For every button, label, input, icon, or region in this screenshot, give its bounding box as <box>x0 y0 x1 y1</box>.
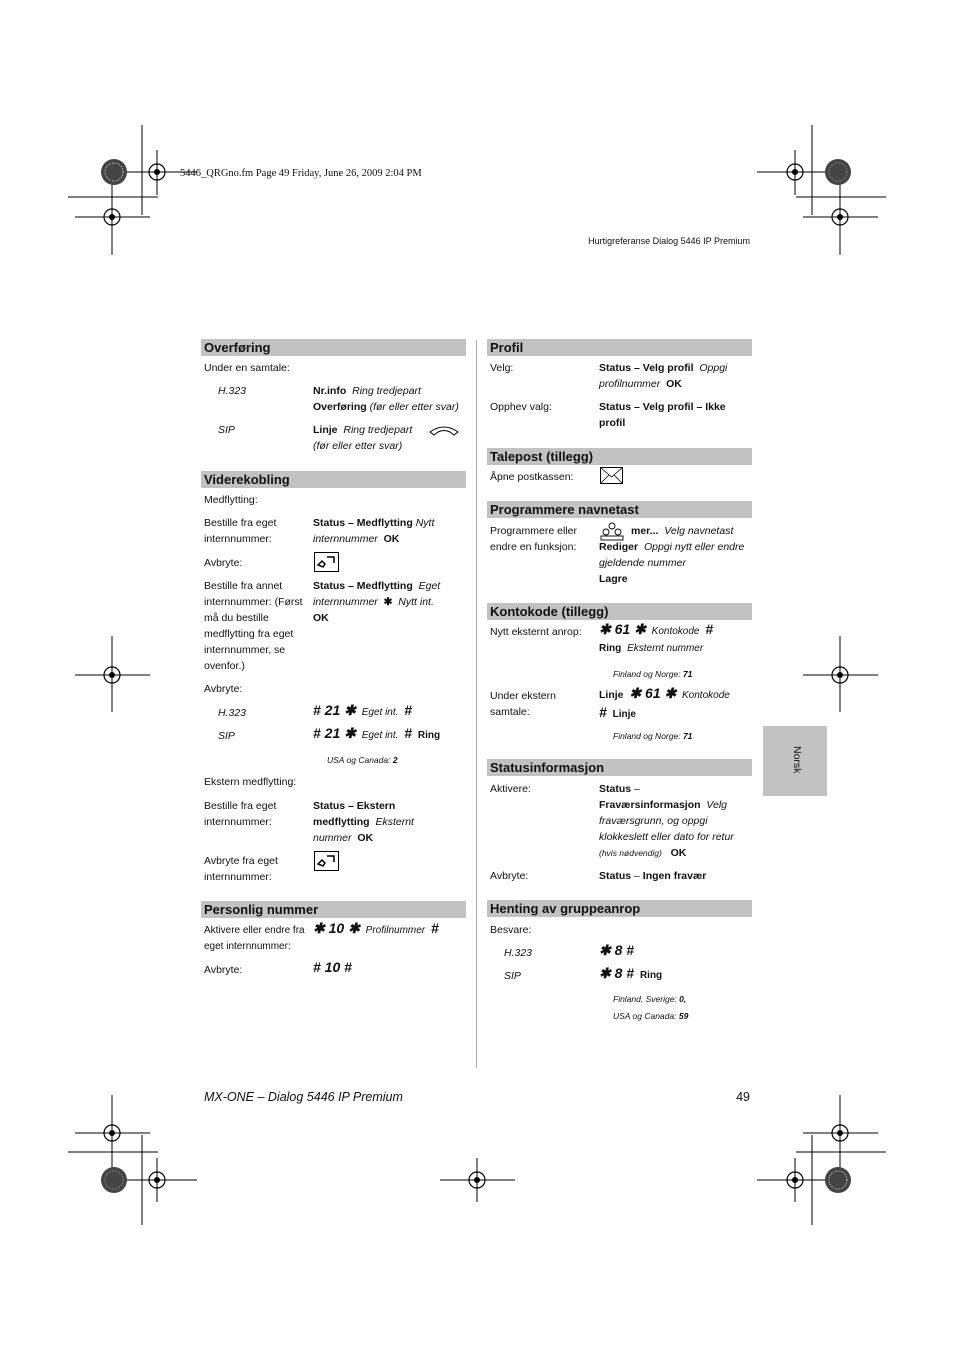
code-61: ✱ 61 ✱ <box>599 621 646 637</box>
section-heading-talepost: Talepost (tillegg) <box>487 448 752 465</box>
ok-key: OK <box>383 533 400 545</box>
before-after-text: (før eller etter svar) <box>369 401 459 413</box>
other-label: Bestille fra annet internnummer: (Først må du bestille medflytting fra eget internnummer, se ovenfor.) <box>204 580 303 672</box>
kontokode-steps <box>599 621 754 657</box>
section-heading-profil: Profil <box>487 339 752 356</box>
ext-cancel-label: Avbryte fra eget internnummer: <box>204 855 278 883</box>
cancel-label: Avbryte: <box>204 557 243 569</box>
section-heading-henting: Henting av gruppeanrop <box>487 900 752 917</box>
status-steps: Status – Fraværsinformasjon Velg fraværsgrunn, og oppgi klokkeslett eller dato for retur (hvis nødvendig) OK <box>599 783 734 859</box>
overforing-h323-steps <box>313 383 473 415</box>
hash-key: # <box>430 920 439 936</box>
own-int-text: Eget int. <box>361 730 399 741</box>
account-code-text: Kontokode <box>682 690 730 701</box>
ext-order-label: Bestille fra eget internnummer: <box>204 800 277 828</box>
status-key: Status <box>599 783 632 795</box>
ext-medflytting-label: Ekstern medflytting: <box>204 776 297 788</box>
open-mailbox-label: Åpne postkassen: <box>490 471 574 483</box>
ring-third-text: Ring tredjepart <box>352 385 421 397</box>
program-label: Programmere eller endre en funksjon: <box>490 525 577 553</box>
profile-number-text: Oppgi profilnummer <box>599 362 728 390</box>
more-key: mer... <box>631 525 659 537</box>
own-int-text: Eget internnummer <box>313 580 441 608</box>
absence-instruction-text: Velg fraværsgrunn, og oppgi klokkeslett eller dato for retur <box>599 799 734 843</box>
no-absence-key: Ingen fravær <box>642 870 707 882</box>
during-call-label: Under ekstern samtale: <box>490 690 556 718</box>
section-heading-personlig: Personlig nummer <box>201 901 466 918</box>
h323-label: H.323 <box>504 947 533 959</box>
side-tab-label: Norsk <box>791 746 803 774</box>
ok-key: OK <box>666 378 682 390</box>
line-key: Linje <box>313 424 338 436</box>
opphev-label: Opphev valg: <box>490 401 552 413</box>
divert-key-icon <box>314 552 339 572</box>
velg-label: Velg: <box>490 362 514 374</box>
edit-key: Rediger <box>599 541 639 553</box>
footer-title: MX-ONE – Dialog 5446 IP Premium <box>204 1090 403 1104</box>
medflytting-label: Medflytting: <box>204 494 258 506</box>
cancel-label: Avbryte: <box>490 870 529 882</box>
cancel2-label: Avbryte: <box>204 683 243 695</box>
sip-label: SIP <box>218 730 235 742</box>
order-label: Bestille fra eget internnummer: <box>204 517 277 545</box>
account-code-text: Kontokode <box>651 626 700 637</box>
navnetast-steps <box>599 539 749 587</box>
ring-key: Ring <box>639 970 663 981</box>
star-icon: ✱ <box>383 596 393 608</box>
sip-label: SIP <box>504 970 521 982</box>
code-cancel-10: # 10 # <box>313 959 352 975</box>
hash-key: # <box>404 725 413 741</box>
section-heading-kontokode: Kontokode (tillegg) <box>487 603 752 620</box>
during-steps <box>599 685 754 723</box>
absence-info-key: Fraværsinformasjon <box>599 799 701 811</box>
code-21: # 21 ✱ <box>313 702 356 718</box>
section-heading-navnetast: Programmere navnetast <box>487 501 752 518</box>
code-61: ✱ 61 ✱ <box>629 685 677 701</box>
usa-note: USA og Canada: 59 <box>613 1011 689 1021</box>
ok-key: OK <box>357 832 374 844</box>
code-8: ✱ 8 # <box>599 965 635 981</box>
section-heading-status: Statusinformasjon <box>487 759 752 776</box>
ext-order-steps <box>313 798 453 846</box>
section-heading-viderekobling: Viderekobling <box>201 471 466 488</box>
profile-number-text: Profilnummer <box>365 925 426 936</box>
finland-sweden-note: Finland, Sverige: 0, <box>613 994 687 1004</box>
hash-key: # <box>404 702 413 718</box>
new-int-text: Nytt int. <box>398 596 434 608</box>
page-number: 49 <box>736 1090 750 1104</box>
file-info: 5446_QRGno.fm Page 49 Friday, June 26, 2009 2:04 PM <box>180 168 422 179</box>
code-8: ✱ 8 # <box>599 942 635 958</box>
before-after-text: (før eller etter svar) <box>313 440 403 452</box>
contacts-icon <box>600 521 624 541</box>
ok-key: OK <box>670 847 687 859</box>
status-select-profile-key: Status – Velg profil <box>599 362 694 374</box>
sip-steps <box>599 965 662 984</box>
velg-steps <box>599 360 749 392</box>
divert-key-icon <box>314 851 339 871</box>
code-21: # 21 ✱ <box>313 725 356 741</box>
ext-number-text: Eksternt nummer <box>627 643 704 654</box>
order-steps <box>313 515 463 547</box>
h323-label: H.323 <box>218 385 247 397</box>
ok-key: OK <box>313 612 329 624</box>
mail-icon <box>600 467 623 484</box>
new-call-label: Nytt eksternt anrop: <box>490 626 582 638</box>
overforing-intro: Under en samtale: <box>204 362 290 374</box>
sip-cancel-steps <box>313 725 473 744</box>
nrinfo-key: Nr.info <box>313 385 347 397</box>
hash-key: # <box>705 621 714 637</box>
handset-icon <box>428 424 460 438</box>
select-namekey-text: Velg navnetast <box>664 525 734 537</box>
ext-number-text: Eksternt nummer <box>313 816 414 844</box>
hash-key: # <box>599 704 607 720</box>
section-heading-overforing: Overføring <box>201 339 466 356</box>
save-key: Lagre <box>599 573 628 585</box>
other-steps <box>313 578 463 626</box>
new-int-text: Nytt internnummer <box>313 517 435 545</box>
enter-number-text: Oppgi nytt eller endre gjeldende nummer <box>599 541 745 569</box>
navnetast-line1 <box>631 523 751 539</box>
cancel-label: Avbryte: <box>204 964 243 976</box>
language-side-tab <box>763 726 827 796</box>
status-medflytting-key: Status – Medflytting <box>313 517 413 529</box>
h323-label: H.323 <box>218 707 247 719</box>
if-needed-text: (hvis nødvendig) <box>599 848 662 858</box>
ring-third-text: Ring tredjepart <box>343 424 413 436</box>
status-cancel-steps: Status – Ingen fravær <box>599 870 707 882</box>
column-divider <box>476 340 477 1068</box>
finland-note: Finland og Norge: 71 <box>613 731 693 741</box>
line-key: Linje <box>599 689 624 701</box>
usa-note: USA og Canada: 2 <box>327 755 398 765</box>
transfer-key: Overføring <box>313 401 367 413</box>
finland-note: Finland og Norge: 71 <box>613 669 693 679</box>
ring-key: Ring <box>599 643 622 654</box>
activate-label: Aktivere eller endre fra eget internnummer: <box>204 925 305 952</box>
activate-label: Aktivere: <box>490 783 531 795</box>
status-ext-key: Status – Ekstern medflytting <box>313 800 396 828</box>
code-10: ✱ 10 ✱ <box>313 920 360 936</box>
running-head: Hurtigreferanse Dialog 5446 IP Premium <box>588 236 750 246</box>
own-int-text: Eget int. <box>361 707 399 718</box>
answer-label: Besvare: <box>490 924 532 936</box>
opphev-steps: Status – Velg profil – Ikke profil <box>599 401 726 429</box>
h323-cancel-steps <box>313 702 473 721</box>
status-medflytting-key: Status – Medflytting <box>313 580 413 592</box>
status-key: Status <box>599 870 632 882</box>
ring-key: Ring <box>417 730 441 741</box>
line-key: Linje <box>612 709 636 720</box>
activate-steps <box>313 920 473 939</box>
sip-label: SIP <box>218 424 235 436</box>
